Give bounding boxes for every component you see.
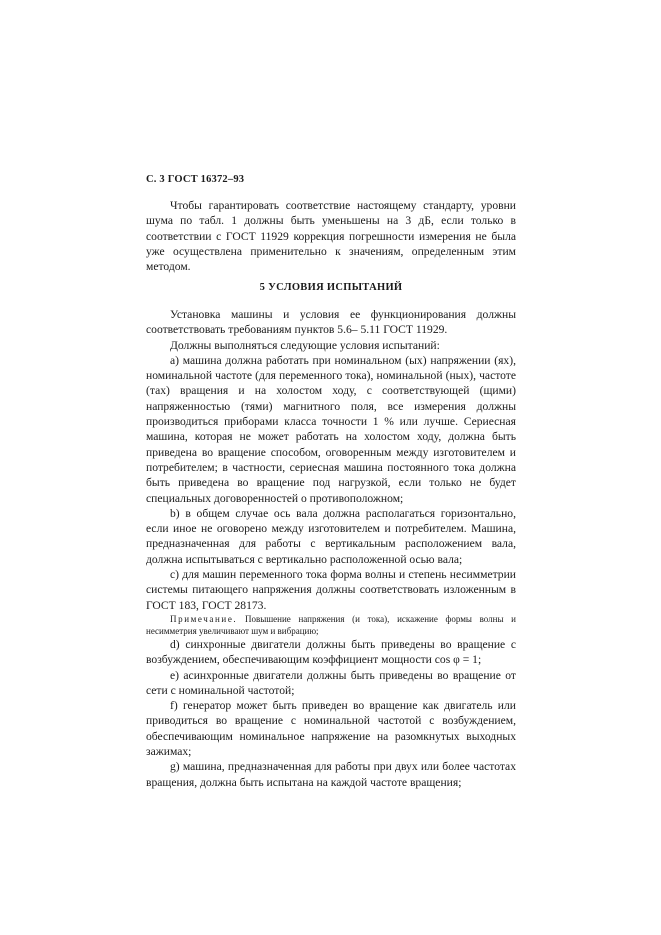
paragraph-item-e: е) асинхронные двигатели должны быть приведены во вращение от сети с номинальной частотой; [146, 668, 516, 697]
paragraph-item-a: а) машина должна работать при номинальном (ых) напряжении (ях), номинальной частоте (для переменного тока), номинальной (ных), частоте (тах) вращения и на холостом ходу, с соответствующей (щими) напряженностью (тями) магнитного поля, все измерения должны производиться приборами класса точности 1 % или лучше. Сериесная машина, которая не может работать на холостом ходу, должна быть приведена во вращение способом, оговоренным между изготовителем и потребителем; в частности, сериесная машина постоянного тока должна быть приведена во вращение под нагрузкой, если только не будет специальных договоренностей о противоположном; [146, 353, 516, 505]
paragraph-item-g: g) машина, предназначенная для работы при двух или более частотах вращения, должна быть испытана на каждой частоте вращения; [146, 760, 516, 789]
intro-block [146, 198, 516, 274]
section-body [146, 307, 516, 790]
paragraph-item-b: b) в общем случае ось вала должна располагаться горизонтально, если иное не оговорено между изготовителем и потребителем. Машина, предназначенная для работы с вертикальным расположением вала, должна испытываться с вертикально расположенной осью вала; [146, 506, 516, 566]
paragraph-item-c: с) для машин переменного тока форма волны и степень несимметрии системы питающего напряжения должны соответствовать изложенным в ГОСТ 183, ГОСТ 28173. [146, 568, 516, 612]
page-header: С. 3 ГОСТ 16372–93 [146, 174, 245, 185]
note-text: Повышение напряжения (и тока), искажение формы волны и несимметрия увеличивают шум и вибрацию; [146, 613, 516, 636]
paragraph-installation: Установка машины и условия ее функционирования должны соответствовать требованиям пунктов 5.6– 5.11 ГОСТ 11929. [146, 308, 516, 337]
note-label: Примечание. [170, 613, 238, 624]
section-title: 5 УСЛОВИЯ ИСПЫТАНИЙ [259, 282, 403, 293]
note [146, 613, 516, 637]
paragraph-item-d: d) синхронные двигатели должны быть приведены во вращение с возбуждением, обеспечивающим коэффициент мощности cos φ = 1; [146, 637, 516, 667]
paragraph-conditions-intro: Должны выполняться следующие условия испытаний: [170, 338, 440, 352]
paragraph-item-f: f) генератор может быть приведен во вращение как двигатель или приводиться во вращение с номинальной частотой с возбуждением, обеспечивающим номинальное напряжение на разомкнутых выходных зажимах; [146, 699, 516, 759]
intro-paragraph: Чтобы гарантировать соответствие настоящему стандарту, уровни шума по табл. 1 должны быть уменьшены на 3 дБ, если только в соответствии с ГОСТ 11929 коррекция погрешности измерения не была уже осуществлена применительно к значениям, определенным этим методом. [146, 199, 516, 274]
